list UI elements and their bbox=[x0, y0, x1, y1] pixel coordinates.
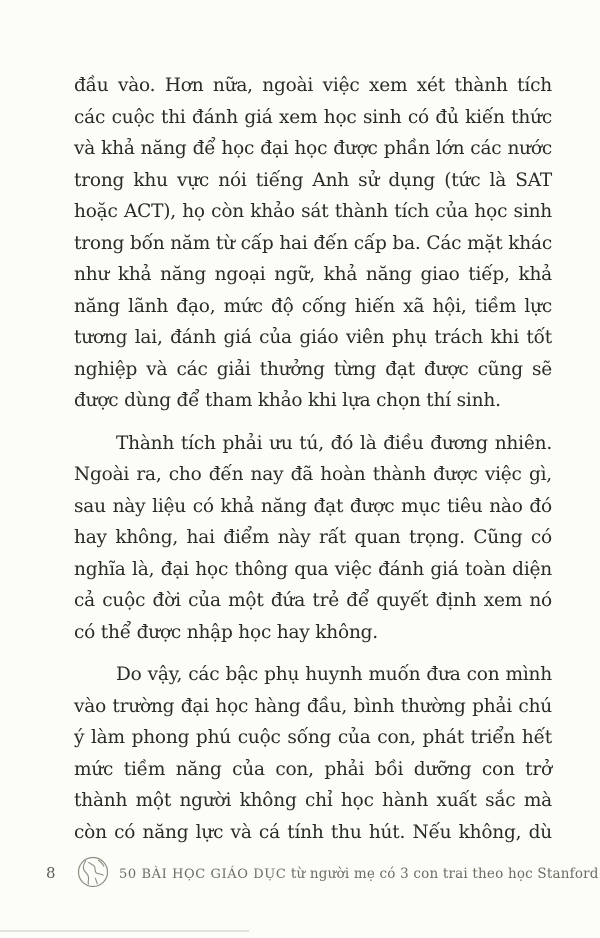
text-line: còn có năng lực và cá tính thu hút. Nếu không, dù bbox=[74, 821, 552, 843]
text-line: hoặc ACT), họ còn khảo sát thành tích của học sinh bbox=[74, 201, 552, 222]
text-line: ý làm phong phú cuộc sống của con, phát triển hết bbox=[74, 727, 552, 748]
text-line: đầu vào. Hơn nữa, ngoài việc xem xét thành tích bbox=[74, 75, 552, 96]
page-text bbox=[74, 70, 552, 859]
running-title bbox=[119, 863, 599, 882]
text-line: cả cuộc đời của một đứa trẻ để quyết định xem nó bbox=[74, 590, 552, 611]
paragraph bbox=[74, 70, 552, 417]
text-line: có thể được nhập học hay không. bbox=[74, 621, 378, 643]
text-line: thành một người không chỉ học hành xuất sắc mà bbox=[74, 790, 552, 811]
text-line: Thành tích phải ưu tú, đó là điều đương nhiên. bbox=[116, 432, 552, 454]
text-line: sau này liệu có khả năng đạt được mục tiêu nào đó bbox=[74, 495, 552, 517]
text-line: trong bốn năm từ cấp hai đến cấp ba. Các mặt khác bbox=[74, 232, 552, 254]
paragraph bbox=[74, 659, 552, 848]
text-line: mức tiềm năng của con, phải bồi dưỡng con trở bbox=[74, 758, 552, 780]
page-bottom-rule bbox=[0, 930, 249, 932]
text-line: vào trường đại học hàng đầu, bình thường phải chú bbox=[74, 695, 552, 717]
text-line: Do vậy, các bậc phụ huynh muốn đưa con mình bbox=[116, 664, 552, 685]
text-line: Ngoài ra, cho đến nay đã hoàn thành được việc gì, bbox=[74, 464, 552, 485]
globe-icon bbox=[76, 854, 110, 894]
page-footer bbox=[0, 850, 600, 896]
page-number: 8 bbox=[46, 864, 56, 882]
text-line: nghiệp và các giải thưởng từng đạt được cũng sẽ bbox=[74, 358, 552, 380]
text-line: năng lãnh đạo, mức độ cống hiến xã hội, tiềm lực bbox=[74, 295, 552, 317]
text-line: trong khu vực nói tiếng Anh sử dụng (tức là SAT bbox=[74, 169, 552, 191]
text-line: được dùng để tham khảo khi lựa chọn thí sinh. bbox=[74, 390, 501, 411]
text-line: tương lai, đánh giá của giáo viên phụ trách khi tốt bbox=[74, 327, 552, 348]
text-line: như khả năng ngoại ngữ, khả năng giao tiếp, khả bbox=[74, 264, 552, 285]
paragraph bbox=[74, 428, 552, 649]
text-line: hay không, hai điểm này rất quan trọng. Cũng có bbox=[74, 527, 552, 548]
running-title-caps: 50 BÀI HỌC GIÁO DỤC bbox=[119, 867, 287, 882]
text-line: các cuộc thi đánh giá xem học sinh có đủ kiến thức bbox=[74, 106, 552, 128]
running-title-subtitle: từ người mẹ có 3 con trai theo học Stanford bbox=[286, 866, 599, 882]
text-line: và khả năng để học đại học được phần lớn các nước bbox=[74, 138, 552, 159]
text-line: nghĩa là, đại học thông qua việc đánh giá toàn diện bbox=[74, 558, 552, 580]
